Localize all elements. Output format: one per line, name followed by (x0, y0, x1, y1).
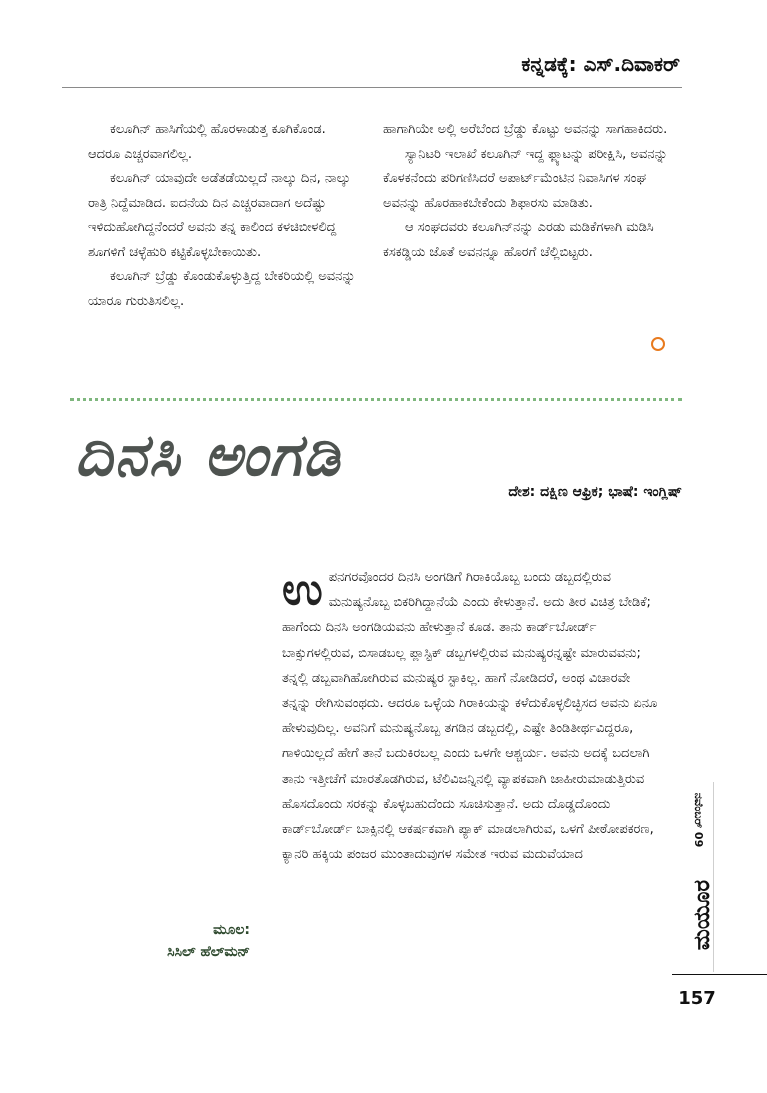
source-author: ಸಿಸಿಲ್ ಹೆಲ್‌ಮನ್ (167, 944, 250, 960)
header-rule (62, 87, 682, 88)
footer-rule (672, 974, 767, 975)
paragraph: ಕಲೂಗಿನ್ ಹಾಸಿಗೆಯಲ್ಲಿ ಹೊರಳಾಡುತ್ತ ಕೂಗಿಕೊಂಡ. ಆದರೂ ಎಚ್ಚರವಾಗಲಿಲ್ಲ. (88, 122, 326, 162)
story-body (282, 565, 662, 867)
previous-story-right-column (383, 118, 675, 265)
source-label: ಮೂಲ: (213, 922, 250, 938)
magazine-name: ಮಯೂರ (690, 879, 715, 951)
story-text: ಪನಗರವೊಂದರ ದಿನಸಿ ಅಂಗಡಿಗೆ ಗಿರಾಕಿಯೊಬ್ಬ ಬಂದು ಡಬ್ಬದಲ್ಲಿರುವ ಮನುಷ್ಯನೊಬ್ಬ ಬಿಕರಿಗಿದ್ದಾನೆಯೆ ಎಂದು ಕೇಳುತ್ತಾನೆ. ಅದು ತೀರ ವಿಚಿತ್ರ ಬೇಡಿಕೆ; ಹಾಗೆಂದು ದಿನಸಿ ಅಂಗಡಿಯವನು ಹೇಳುತ್ತಾನೆ ಕೂಡ. ತಾನು ಕಾರ್ಡ್‌ಬೋರ್ಡ್ ಬಾಕ್ಸುಗಳಲ್ಲಿರುವ, ಬಿಸಾಡಬಲ್ಲ ಪ್ಲಾಸ್ಟಿಕ್ ಡಬ್ಬಗಳಲ್ಲಿರುವ ಮನುಷ್ಯರನ್ನಷ್ಟೇ ಮಾರುವವನು; ತನ್ನಲ್ಲಿ ಡಬ್ಬವಾಗಿಹೋಗಿರುವ ಮನುಷ್ಯರ ಸ್ಟಾಕಿಲ್ಲ. ಹಾಗೆ ನೋಡಿದರೆ, ಅಂಥ ವಿಚಾರವೇ ತನ್ನನ್ನು ರೇಗಿಸುವಂಥದು. ಆದರೂ ಒಳ್ಳೆಯ ಗಿರಾಕಿಯನ್ನು ಕಳೆದುಕೊಳ್ಳಲಿಚ್ಛಿಸದ ಅವನು ಏನೂ ಹೇಳುವುದಿಲ್ಲ. ಅವನಿಗೆ ಮನುಷ್ಯನೊಬ್ಬ ತಗಡಿನ ಡಬ್ಬದಲ್ಲಿ, ಎಷ್ಟೇ ತಿಂಡಿತೀರ್ಥವಿದ್ದರೂ, ಗಾಳಿಯಿಲ್ಲದೆ ಹೇಗೆ ತಾನೆ ಬದುಕಿರಬಲ್ಲ ಎಂದು ಒಳಗೇ ಆಶ್ಚರ್ಯ. ಅವನು ಅದಕ್ಕೆ ಬದಲಾಗಿ ತಾನು ಇತ್ತೀಚೆಗೆ ಮಾರತೊಡಗಿರುವ, ಟೆಲಿವಿಜನ್ನಿನಲ್ಲಿ ವ್ಯಾಪಕವಾಗಿ ಜಾಹೀರುಮಾಡುತ್ತಿರುವ ಹೊಸದೊಂದು ಸರಕನ್ನು ಕೊಳ್ಳಬಹುದೆಂದು ಸೂಚಿಸುತ್ತಾನೆ. ಅದು ದೊಡ್ಡದೊಂದು ಕಾರ್ಡ್‌ಬೋರ್ಡ್ ಬಾಕ್ಸಿನಲ್ಲಿ ಆಕರ್ಷಕವಾಗಿ ಪ್ಯಾಕ್ ಮಾಡಲಾಗಿರುವ, ಒಳಗೆ ಪೀಠೋಪಕರಣ, ಕ್ಯಾನರಿ ಹಕ್ಕಿಯ ಪಂಜರ ಮುಂತಾದುವುಗಳ ಸಮೇತ ಇರುವ ಮದುವೆಯಾದ (282, 570, 658, 863)
paragraph: ಕಲೂಗಿನ್ ಯಾವುದೇ ಅಡೆತಡೆಯಿಲ್ಲದೆ ನಾಲ್ಕು ದಿನ, ನಾಲ್ಕು ರಾತ್ರಿ ನಿದ್ದೆಮಾಡಿದ. ಐದನೆಯ ದಿನ ಎಚ್ಚರವಾದಾಗ ಅದೆಷ್ಟು ಇಳಿದುಹೋಗಿದ್ದನೆಂದರೆ ಅವನು ತನ್ನ ಕಾಲಿಂದ ಕಳಚಿಬೀಳಲಿದ್ದ ಶೂಗಳಿಗೆ ಚಳ್ಳೆಹುರಿ ಕಟ್ಟಿಕೊಳ್ಳಬೇಕಾಯಿತು. (88, 171, 351, 260)
paragraph: ಆ ಸಂಘದವರು ಕಲೂಗಿನ್‌ನನ್ನು ಎರಡು ಮಡಿಕೆಗಳಾಗಿ ಮಡಿಸಿ ಕಸಕಡ್ಡಿಯ ಜೊತೆ ಅವನನ್ನೂ ಹೊರಗೆ ಚೆಲ್ಲಿಬಿಟ್ಟರು. (383, 220, 654, 260)
paragraph: ಸ್ಯಾನಿಟರಿ ಇಲಾಖೆ ಕಲೂಗಿನ್ ಇದ್ದ ಫ್ಲ್ಯಾಟನ್ನು ಪರೀಕ್ಷಿಸಿ, ಅವನನ್ನು ಕೊಳಕನೆಂದು ಪರಿಗಣಿಸಿದರೆ ಅಪಾರ್ಟ್‌ಮೆಂಟಿನ ನಿವಾಸಿಗಳ ಸಂಘ ಅವನನ್ನು ಹೊರಹಾಕಬೇಕೆಂದು ಶಿಫಾರಸು ಮಾಡಿತು. (383, 146, 668, 211)
page-number: 157 (678, 988, 716, 1009)
drop-cap: ಉ (282, 564, 323, 615)
paragraph: ಹಾಗಾಗಿಯೇ ಅಲ್ಲಿ ಅರೆಬೆಂದ ಬ್ರೆಡ್ಡು ಕೊಟ್ಟು ಅವನನ್ನು ಸಾಗಹಾಕಿದರು. (383, 122, 668, 137)
story-title: ದಿನಸಿ ಅಂಗಡಿ (75, 421, 342, 489)
issue-date: ನವೆಂಬರ್ 09 (692, 792, 705, 848)
paragraph: ಕಲೂಗಿನ್ ಬ್ರೆಡ್ಡು ಕೊಂಡುಕೊಳ್ಳುತ್ತಿದ್ದ ಬೇಕರಿಯಲ್ಲಿ ಅವನನ್ನು ಯಾರೂ ಗುರುತಿಸಲಿಲ್ಲ. (88, 269, 356, 309)
section-divider (70, 398, 682, 401)
previous-story-left-column (88, 118, 358, 314)
end-of-story-icon (651, 337, 665, 351)
translator-credit: ಕನ್ನಡಕ್ಕೆ: ಎಸ್.ದಿವಾಕರ್ (521, 52, 680, 76)
country-language-line: ದೇಶ: ದಕ್ಷಿಣ ಆಫ್ರಿಕ; ಭಾಷೆ: ಇಂಗ್ಲಿಷ್ (508, 484, 682, 500)
